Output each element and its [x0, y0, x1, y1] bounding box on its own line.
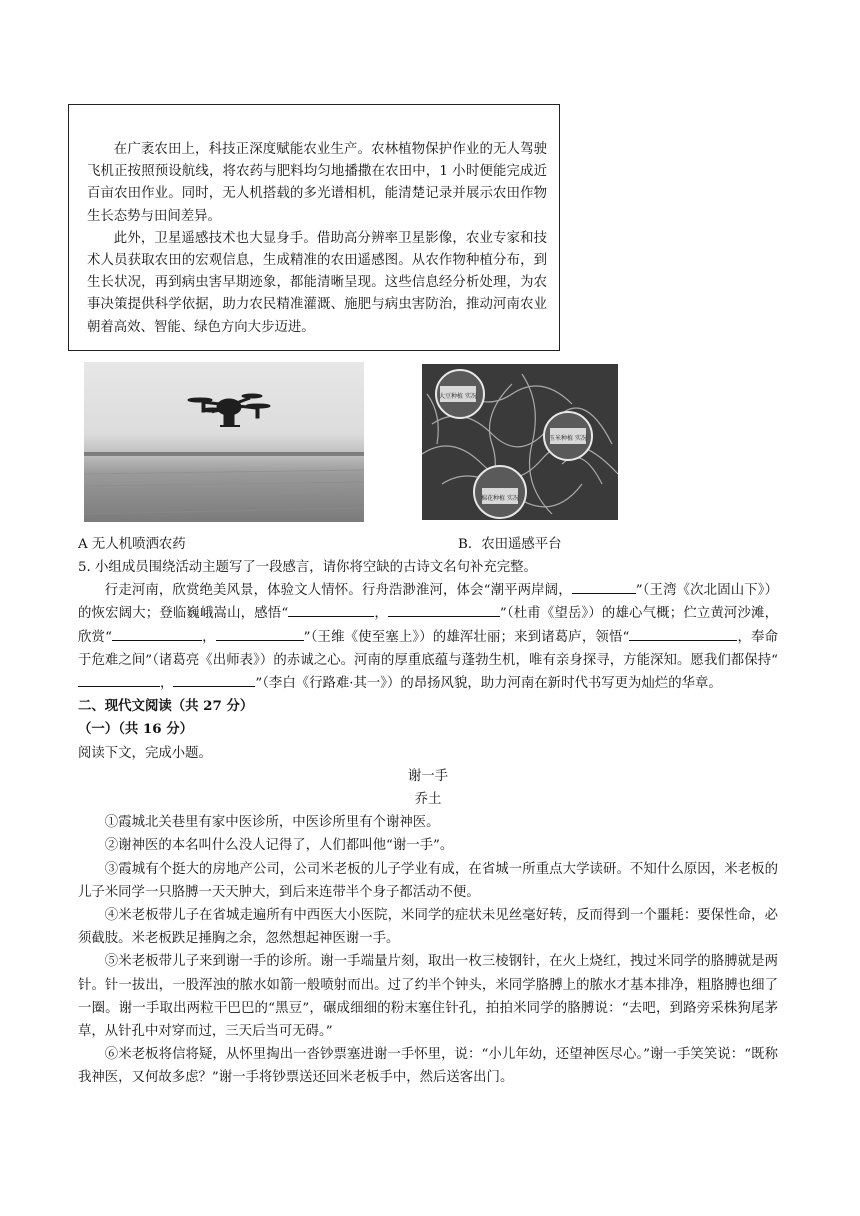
question-5-prompt: 5. 小组成员围绕活动主题写了一段感言，请你将空缺的古诗文名句补充完整。: [78, 560, 537, 575]
q5-text-6: ”（王维《使至塞上》）的雄浑壮丽；来到诸葛庐，领悟“: [303, 629, 630, 645]
q5-text-4: ”（杜甫《望岳》）的雄心气概；伫立黄河沙滩，欣赏“: [78, 606, 778, 645]
map-texture-icon: [422, 364, 618, 520]
section-2-subheading: （一）（共 16 分）: [78, 721, 193, 738]
map-label-1: 大豆种植 实况: [439, 393, 477, 400]
answer-blank-3[interactable]: [388, 602, 500, 617]
q5-text-8: ，: [160, 676, 174, 692]
q5-text-9: ”（李白《行路难·其一》）的昂扬风貌，助力河南在新时代书写更为灿烂的华章。: [255, 676, 722, 692]
question-5-passage: [78, 579, 778, 695]
answer-blank-4[interactable]: [112, 626, 202, 641]
section-2-instruction: 阅读下文，完成小题。: [78, 745, 212, 761]
material-paragraph-2: 此外，卫星遥感技术也大显身手。借助高分辨率卫星影像，农业专家和技术人员获取农田的宏观信息，生成精准的农田遥感图。从农作物种植分布，到生长状况，再到病虫害早期迹象，都能清晰呈现。这些信息经分析处理，为农事决策提供科学依据，助力农民精准灌溉、施肥与病虫害防治，推动河南农业朝着高效、智能、绿色方向大步迈进。: [87, 230, 547, 335]
story-author: 乔土: [414, 792, 442, 808]
answer-blank-1[interactable]: [572, 579, 636, 594]
q5-text-3: ，: [374, 606, 388, 622]
material-paragraph-1: 在广袤农田上，科技正深度赋能农业生产。农林植物保护作业的无人驾驶飞机正按照预设航线，将农药与肥料均匀地播撒在农田中，1 小时便能完成近百亩农田作业。同时，无人机搭载的多光谱相机，能清楚记录并展示农田作物生长态势与田间差异。: [87, 142, 547, 224]
story-paragraph-3: ③霞城有个挺大的房地产公司，公司米老板的儿子学业有成，在省城一所重点大学读研。不知什么原因，米老板的儿子米同学一只胳膊一天天肿大，到后来连带半个身子都活动不便。: [78, 861, 778, 900]
drone-spraying-photo: [84, 362, 364, 522]
q5-text-7: ，奉命于危难之间”（诸葛亮《出师表》）的赤诚之心。河南的厚重底蕴与蓬勃生机，唯有亲身探寻，方能深知。愿我们都保持“: [78, 629, 778, 668]
drone-icon: [84, 362, 364, 522]
q5-text-2: ”（王湾《次北固山下》）的恢宏阔大；登临巍峨嵩山，感悟“: [78, 583, 779, 622]
answer-blank-2[interactable]: [288, 602, 374, 617]
story-paragraph-2: ②谢神医的本名叫什么没人记得了，人们都叫他“谢一手”。: [104, 838, 454, 854]
answer-blank-5[interactable]: [216, 626, 304, 641]
question-5: [78, 556, 778, 1090]
section-2-heading: 二、现代文阅读（共 27 分）: [78, 698, 254, 715]
story-paragraph-4: ④米老板带儿子在省城走遍所有中西医大小医院，米同学的症状未见丝毫好转，反而得到一个噩耗：要保性命，必须截肢。米老板跌足捶胸之余，忽然想起神医谢一手。: [78, 908, 778, 947]
story-paragraph-6: ⑥米老板将信将疑，从怀里掏出一沓钞票塞进谢一手怀里，说：“小儿年幼，还望神医尽心。”谢一手笑笑说：“既称我神医，又何故多虑？”谢一手将钞票送还回米老板手中，然后送客出门。: [78, 1047, 778, 1086]
answer-blank-6[interactable]: [629, 626, 737, 641]
map-label-2: 玉米种植 实况: [549, 435, 587, 442]
map-label-3: 棉花种植 实况: [481, 495, 519, 502]
material-box: [68, 104, 560, 351]
caption-b: B．农田遥感平台: [458, 537, 562, 552]
story-title: 谢一手: [407, 768, 449, 784]
caption-a: A 无人机喷洒农药: [78, 537, 186, 552]
remote-sensing-map: [422, 364, 618, 520]
story-paragraph-5: ⑤米老板带儿子来到谢一手的诊所。谢一手端量片刻，取出一枚三棱钢针，在火上烧红，拽过米同学的胳膊就是两针。针一拔出，一股浑浊的脓水如箭一般喷射而出。过了约半个钟头，米同学胳膊上的脓水才基本排净，粗胳膊也细了一圈。谢一手取出两粒干巴巴的“黑豆”，碾成细细的粉末塞住针孔，拍拍米同学的胳膊说：“去吧，到路旁采株狗尾茅草，从针孔中对穿而过，三天后当可无碍。”: [78, 954, 778, 1040]
story-paragraph-1: ①霞城北关巷里有家中医诊所，中医诊所里有个谢神医。: [104, 815, 440, 831]
q5-text-1: 行走河南，欣赏绝美风景，体验文人情怀。行舟浩渺淮河，体会“潮平两岸阔，: [104, 583, 572, 599]
q5-text-5: ，: [201, 629, 216, 645]
answer-blank-8[interactable]: [173, 672, 255, 687]
answer-blank-7[interactable]: [78, 672, 160, 687]
